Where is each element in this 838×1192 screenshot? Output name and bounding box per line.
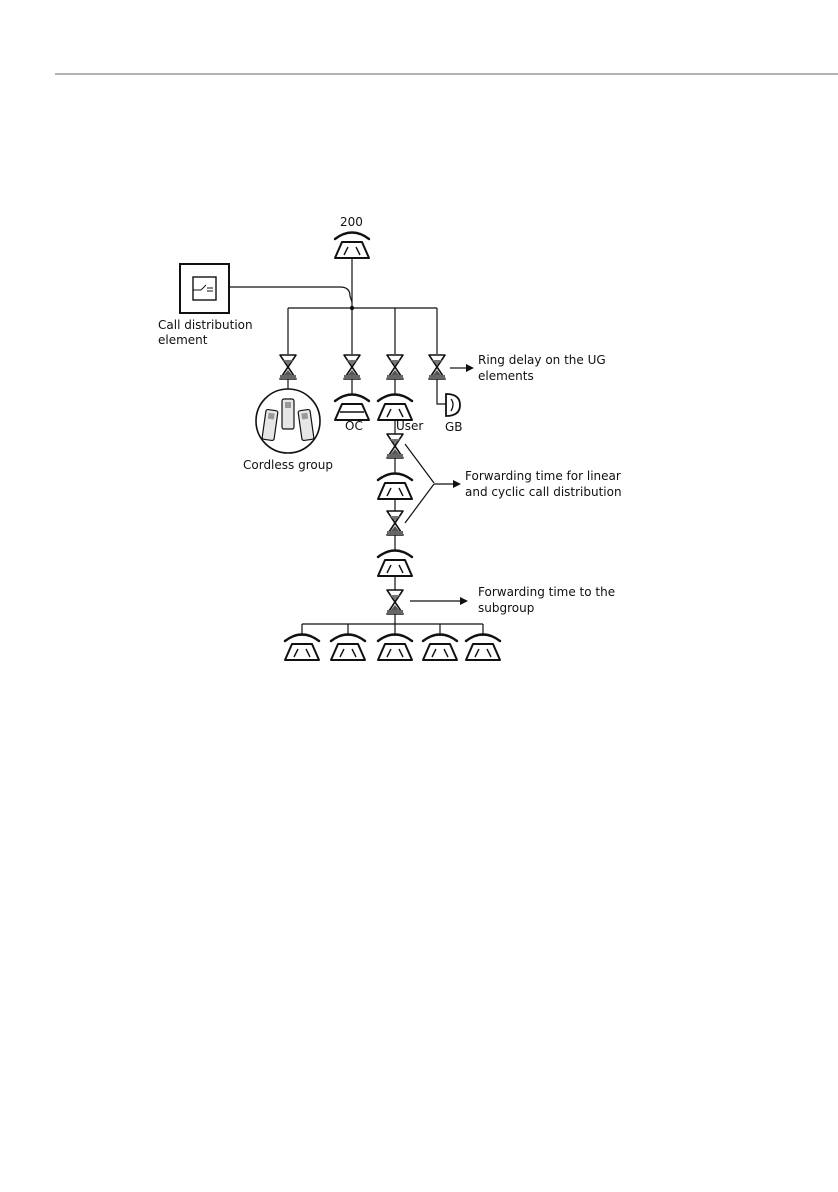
forwarding-pointer-2 bbox=[405, 484, 434, 523]
forwarding-linear-label: Forwarding time for linear and cyclic call distribution bbox=[465, 469, 622, 499]
telephone-icon-subgroup-3 bbox=[378, 635, 412, 661]
gb-label: GB bbox=[445, 420, 463, 434]
arrow-icon bbox=[460, 597, 468, 605]
telephone-icon-main bbox=[335, 233, 369, 259]
telephone-icon-chain-2 bbox=[378, 551, 412, 577]
operator-console-icon bbox=[335, 395, 369, 421]
call-distribution-label: Call distribution element bbox=[158, 318, 253, 347]
arrow-icon bbox=[453, 480, 461, 488]
telephone-icon-chain-1 bbox=[378, 474, 412, 500]
arrow-icon bbox=[466, 364, 474, 372]
telephone-icon-subgroup-4 bbox=[423, 635, 457, 661]
hourglass-icon-gb bbox=[429, 355, 445, 379]
extension-number-label: 200 bbox=[340, 215, 363, 229]
user-label: User bbox=[396, 419, 424, 433]
hourglass-icon-oc bbox=[344, 355, 360, 379]
telephone-icon-subgroup-2 bbox=[331, 635, 365, 661]
hourglass-icon-cordless bbox=[280, 355, 296, 379]
cordless-group-label: Cordless group bbox=[243, 458, 333, 472]
hourglass-icon-chain-2 bbox=[387, 511, 403, 535]
telephone-icon-subgroup-5 bbox=[466, 635, 500, 661]
hourglass-icon-user bbox=[387, 355, 403, 379]
telephone-icon-user bbox=[378, 395, 412, 421]
oc-label: OC bbox=[345, 419, 363, 433]
telephone-icon-subgroup-1 bbox=[285, 635, 319, 661]
box-connector-line bbox=[229, 287, 352, 302]
hourglass-icon-subgroup bbox=[387, 590, 403, 614]
forwarding-subgroup-label: Forwarding time to the subgroup bbox=[478, 585, 616, 615]
hourglass-icon-chain-1 bbox=[387, 434, 403, 458]
ring-delay-label: Ring delay on the UG elements bbox=[478, 353, 606, 383]
